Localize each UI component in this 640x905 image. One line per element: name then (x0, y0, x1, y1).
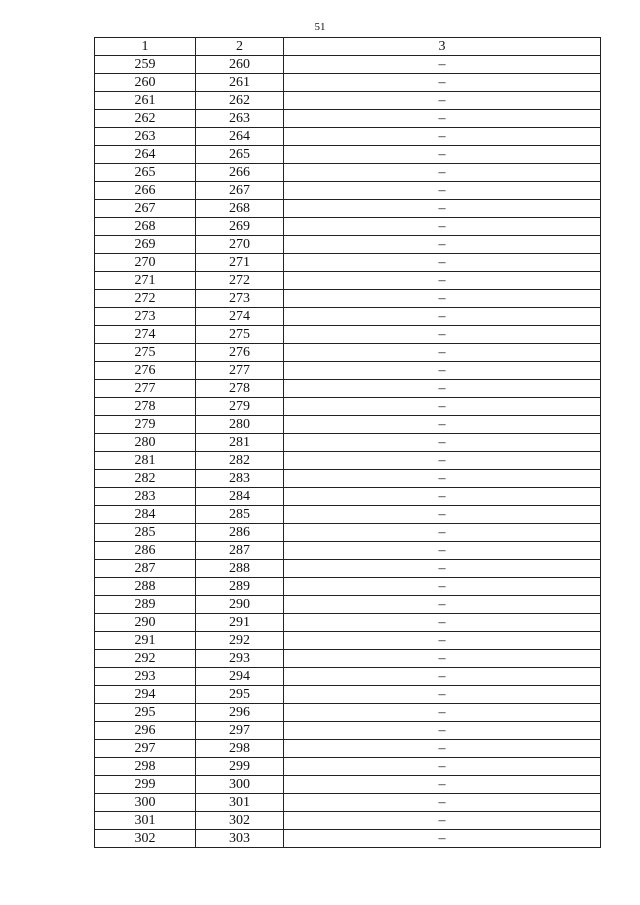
table-row (95, 362, 601, 380)
table-cell-col-3: – (284, 560, 601, 578)
table-row (95, 146, 601, 164)
table-cell-col-2: 287 (196, 542, 284, 560)
table-cell-col-2: 267 (196, 182, 284, 200)
table-cell-col-2: 298 (196, 740, 284, 758)
table-cell-col-1: 272 (95, 290, 196, 308)
table-cell-col-3: – (284, 740, 601, 758)
table-header (95, 38, 601, 56)
table-cell-col-1: 291 (95, 632, 196, 650)
table-row (95, 686, 601, 704)
column-header-1: 1 (95, 38, 196, 56)
table-cell-col-1: 299 (95, 776, 196, 794)
table-row (95, 560, 601, 578)
table-cell-col-2: 301 (196, 794, 284, 812)
table-row (95, 776, 601, 794)
table-cell-col-2: 264 (196, 128, 284, 146)
table-row (95, 830, 601, 848)
table-cell-col-2: 277 (196, 362, 284, 380)
data-table (94, 37, 601, 848)
table-row (95, 380, 601, 398)
table-cell-col-3: – (284, 128, 601, 146)
table-cell-col-3: – (284, 416, 601, 434)
table-cell-col-2: 299 (196, 758, 284, 776)
table-cell-col-1: 265 (95, 164, 196, 182)
table-cell-col-3: – (284, 488, 601, 506)
table-cell-col-2: 260 (196, 56, 284, 74)
table-cell-col-3: – (284, 776, 601, 794)
table-row (95, 722, 601, 740)
table-cell-col-3: – (284, 236, 601, 254)
table-cell-col-3: – (284, 596, 601, 614)
table-cell-col-2: 302 (196, 812, 284, 830)
table-row (95, 470, 601, 488)
table-cell-col-2: 288 (196, 560, 284, 578)
table-cell-col-1: 284 (95, 506, 196, 524)
table-row (95, 488, 601, 506)
table-cell-col-2: 282 (196, 452, 284, 470)
table-cell-col-2: 291 (196, 614, 284, 632)
table-cell-col-1: 293 (95, 668, 196, 686)
table-cell-col-2: 295 (196, 686, 284, 704)
table-cell-col-1: 276 (95, 362, 196, 380)
table-row (95, 218, 601, 236)
table-cell-col-1: 264 (95, 146, 196, 164)
table-row (95, 542, 601, 560)
table-cell-col-3: – (284, 434, 601, 452)
table-cell-col-2: 286 (196, 524, 284, 542)
table-cell-col-1: 263 (95, 128, 196, 146)
table-cell-col-1: 273 (95, 308, 196, 326)
table-cell-col-2: 261 (196, 74, 284, 92)
table-cell-col-2: 290 (196, 596, 284, 614)
table-cell-col-1: 278 (95, 398, 196, 416)
table-cell-col-2: 292 (196, 632, 284, 650)
table-cell-col-1: 285 (95, 524, 196, 542)
table-cell-col-1: 290 (95, 614, 196, 632)
table-cell-col-2: 266 (196, 164, 284, 182)
table-cell-col-3: – (284, 290, 601, 308)
table-cell-col-3: – (284, 650, 601, 668)
table-cell-col-1: 260 (95, 74, 196, 92)
table-row (95, 236, 601, 254)
table-cell-col-1: 270 (95, 254, 196, 272)
table-cell-col-1: 277 (95, 380, 196, 398)
table-row (95, 92, 601, 110)
table-cell-col-3: – (284, 758, 601, 776)
table-cell-col-1: 259 (95, 56, 196, 74)
table-row (95, 326, 601, 344)
table-cell-col-3: – (284, 344, 601, 362)
table-row (95, 344, 601, 362)
table-cell-col-2: 263 (196, 110, 284, 128)
table-cell-col-2: 300 (196, 776, 284, 794)
table-cell-col-1: 300 (95, 794, 196, 812)
table-cell-col-3: – (284, 668, 601, 686)
table-cell-col-1: 289 (95, 596, 196, 614)
table-cell-col-3: – (284, 380, 601, 398)
table-cell-col-2: 268 (196, 200, 284, 218)
header-row (95, 38, 601, 56)
table-row (95, 74, 601, 92)
table-cell-col-2: 278 (196, 380, 284, 398)
table-cell-col-2: 293 (196, 650, 284, 668)
table-row (95, 740, 601, 758)
table-cell-col-2: 294 (196, 668, 284, 686)
table-cell-col-2: 297 (196, 722, 284, 740)
table-cell-col-2: 270 (196, 236, 284, 254)
table-cell-col-1: 287 (95, 560, 196, 578)
table-cell-col-1: 286 (95, 542, 196, 560)
table-cell-col-1: 279 (95, 416, 196, 434)
table-cell-col-3: – (284, 362, 601, 380)
table-row (95, 254, 601, 272)
table-cell-col-1: 297 (95, 740, 196, 758)
table-cell-col-2: 262 (196, 92, 284, 110)
table-cell-col-1: 268 (95, 218, 196, 236)
table-cell-col-2: 289 (196, 578, 284, 596)
table-cell-col-3: – (284, 686, 601, 704)
table-cell-col-3: – (284, 452, 601, 470)
table-cell-col-2: 296 (196, 704, 284, 722)
table-cell-col-3: – (284, 578, 601, 596)
table-cell-col-1: 281 (95, 452, 196, 470)
table-cell-col-3: – (284, 812, 601, 830)
table-cell-col-3: – (284, 308, 601, 326)
table-cell-col-3: – (284, 218, 601, 236)
table-cell-col-3: – (284, 830, 601, 848)
table-cell-col-2: 275 (196, 326, 284, 344)
table-cell-col-1: 298 (95, 758, 196, 776)
table-cell-col-3: – (284, 704, 601, 722)
table-row (95, 128, 601, 146)
table-cell-col-1: 275 (95, 344, 196, 362)
table-cell-col-1: 294 (95, 686, 196, 704)
table-cell-col-2: 284 (196, 488, 284, 506)
table-row (95, 164, 601, 182)
table-cell-col-1: 295 (95, 704, 196, 722)
table-cell-col-1: 288 (95, 578, 196, 596)
table-cell-col-2: 269 (196, 218, 284, 236)
table-cell-col-1: 283 (95, 488, 196, 506)
table-cell-col-3: – (284, 398, 601, 416)
column-header-2: 2 (196, 38, 284, 56)
table-row (95, 614, 601, 632)
table-cell-col-1: 280 (95, 434, 196, 452)
table-row (95, 110, 601, 128)
table-cell-col-1: 302 (95, 830, 196, 848)
table-row (95, 650, 601, 668)
table-row (95, 632, 601, 650)
table-cell-col-1: 261 (95, 92, 196, 110)
table-cell-col-3: – (284, 92, 601, 110)
table-row (95, 434, 601, 452)
table-row (95, 578, 601, 596)
table-cell-col-2: 271 (196, 254, 284, 272)
table-row (95, 290, 601, 308)
table-cell-col-2: 283 (196, 470, 284, 488)
table-cell-col-3: – (284, 506, 601, 524)
table-cell-col-3: – (284, 146, 601, 164)
table-cell-col-3: – (284, 182, 601, 200)
table-cell-col-1: 262 (95, 110, 196, 128)
table-cell-col-3: – (284, 254, 601, 272)
table-cell-col-3: – (284, 794, 601, 812)
table-cell-col-3: – (284, 110, 601, 128)
table-cell-col-3: – (284, 164, 601, 182)
table-cell-col-3: – (284, 470, 601, 488)
table-cell-col-3: – (284, 56, 601, 74)
table-cell-col-3: – (284, 632, 601, 650)
table-cell-col-2: 265 (196, 146, 284, 164)
table-row (95, 452, 601, 470)
page-number: 51 (314, 21, 326, 33)
table-cell-col-3: – (284, 200, 601, 218)
table-cell-col-2: 272 (196, 272, 284, 290)
table-cell-col-3: – (284, 74, 601, 92)
table-cell-col-2: 285 (196, 506, 284, 524)
table-cell-col-1: 266 (95, 182, 196, 200)
table-cell-col-2: 279 (196, 398, 284, 416)
table-cell-col-2: 274 (196, 308, 284, 326)
table-row (95, 308, 601, 326)
table-cell-col-3: – (284, 326, 601, 344)
table-cell-col-2: 281 (196, 434, 284, 452)
table-cell-col-2: 280 (196, 416, 284, 434)
table-row (95, 758, 601, 776)
table-cell-col-2: 276 (196, 344, 284, 362)
table-cell-col-3: – (284, 722, 601, 740)
table-row (95, 200, 601, 218)
table-cell-col-1: 274 (95, 326, 196, 344)
table-cell-col-1: 282 (95, 470, 196, 488)
table-row (95, 272, 601, 290)
table-cell-col-1: 271 (95, 272, 196, 290)
table-cell-col-1: 301 (95, 812, 196, 830)
table-row (95, 56, 601, 74)
table-cell-col-1: 267 (95, 200, 196, 218)
table-row (95, 506, 601, 524)
table-row (95, 524, 601, 542)
table-row (95, 182, 601, 200)
table-row (95, 704, 601, 722)
table-cell-col-3: – (284, 614, 601, 632)
table-body (95, 56, 601, 848)
table-row (95, 668, 601, 686)
table-row (95, 596, 601, 614)
table-cell-col-2: 273 (196, 290, 284, 308)
table-cell-col-3: – (284, 272, 601, 290)
table-row (95, 416, 601, 434)
table-cell-col-1: 269 (95, 236, 196, 254)
table-row (95, 398, 601, 416)
column-header-3: 3 (284, 38, 601, 56)
table-cell-col-3: – (284, 524, 601, 542)
table-cell-col-1: 292 (95, 650, 196, 668)
table-cell-col-2: 303 (196, 830, 284, 848)
table-row (95, 812, 601, 830)
table-cell-col-1: 296 (95, 722, 196, 740)
table-cell-col-3: – (284, 542, 601, 560)
table-row (95, 794, 601, 812)
